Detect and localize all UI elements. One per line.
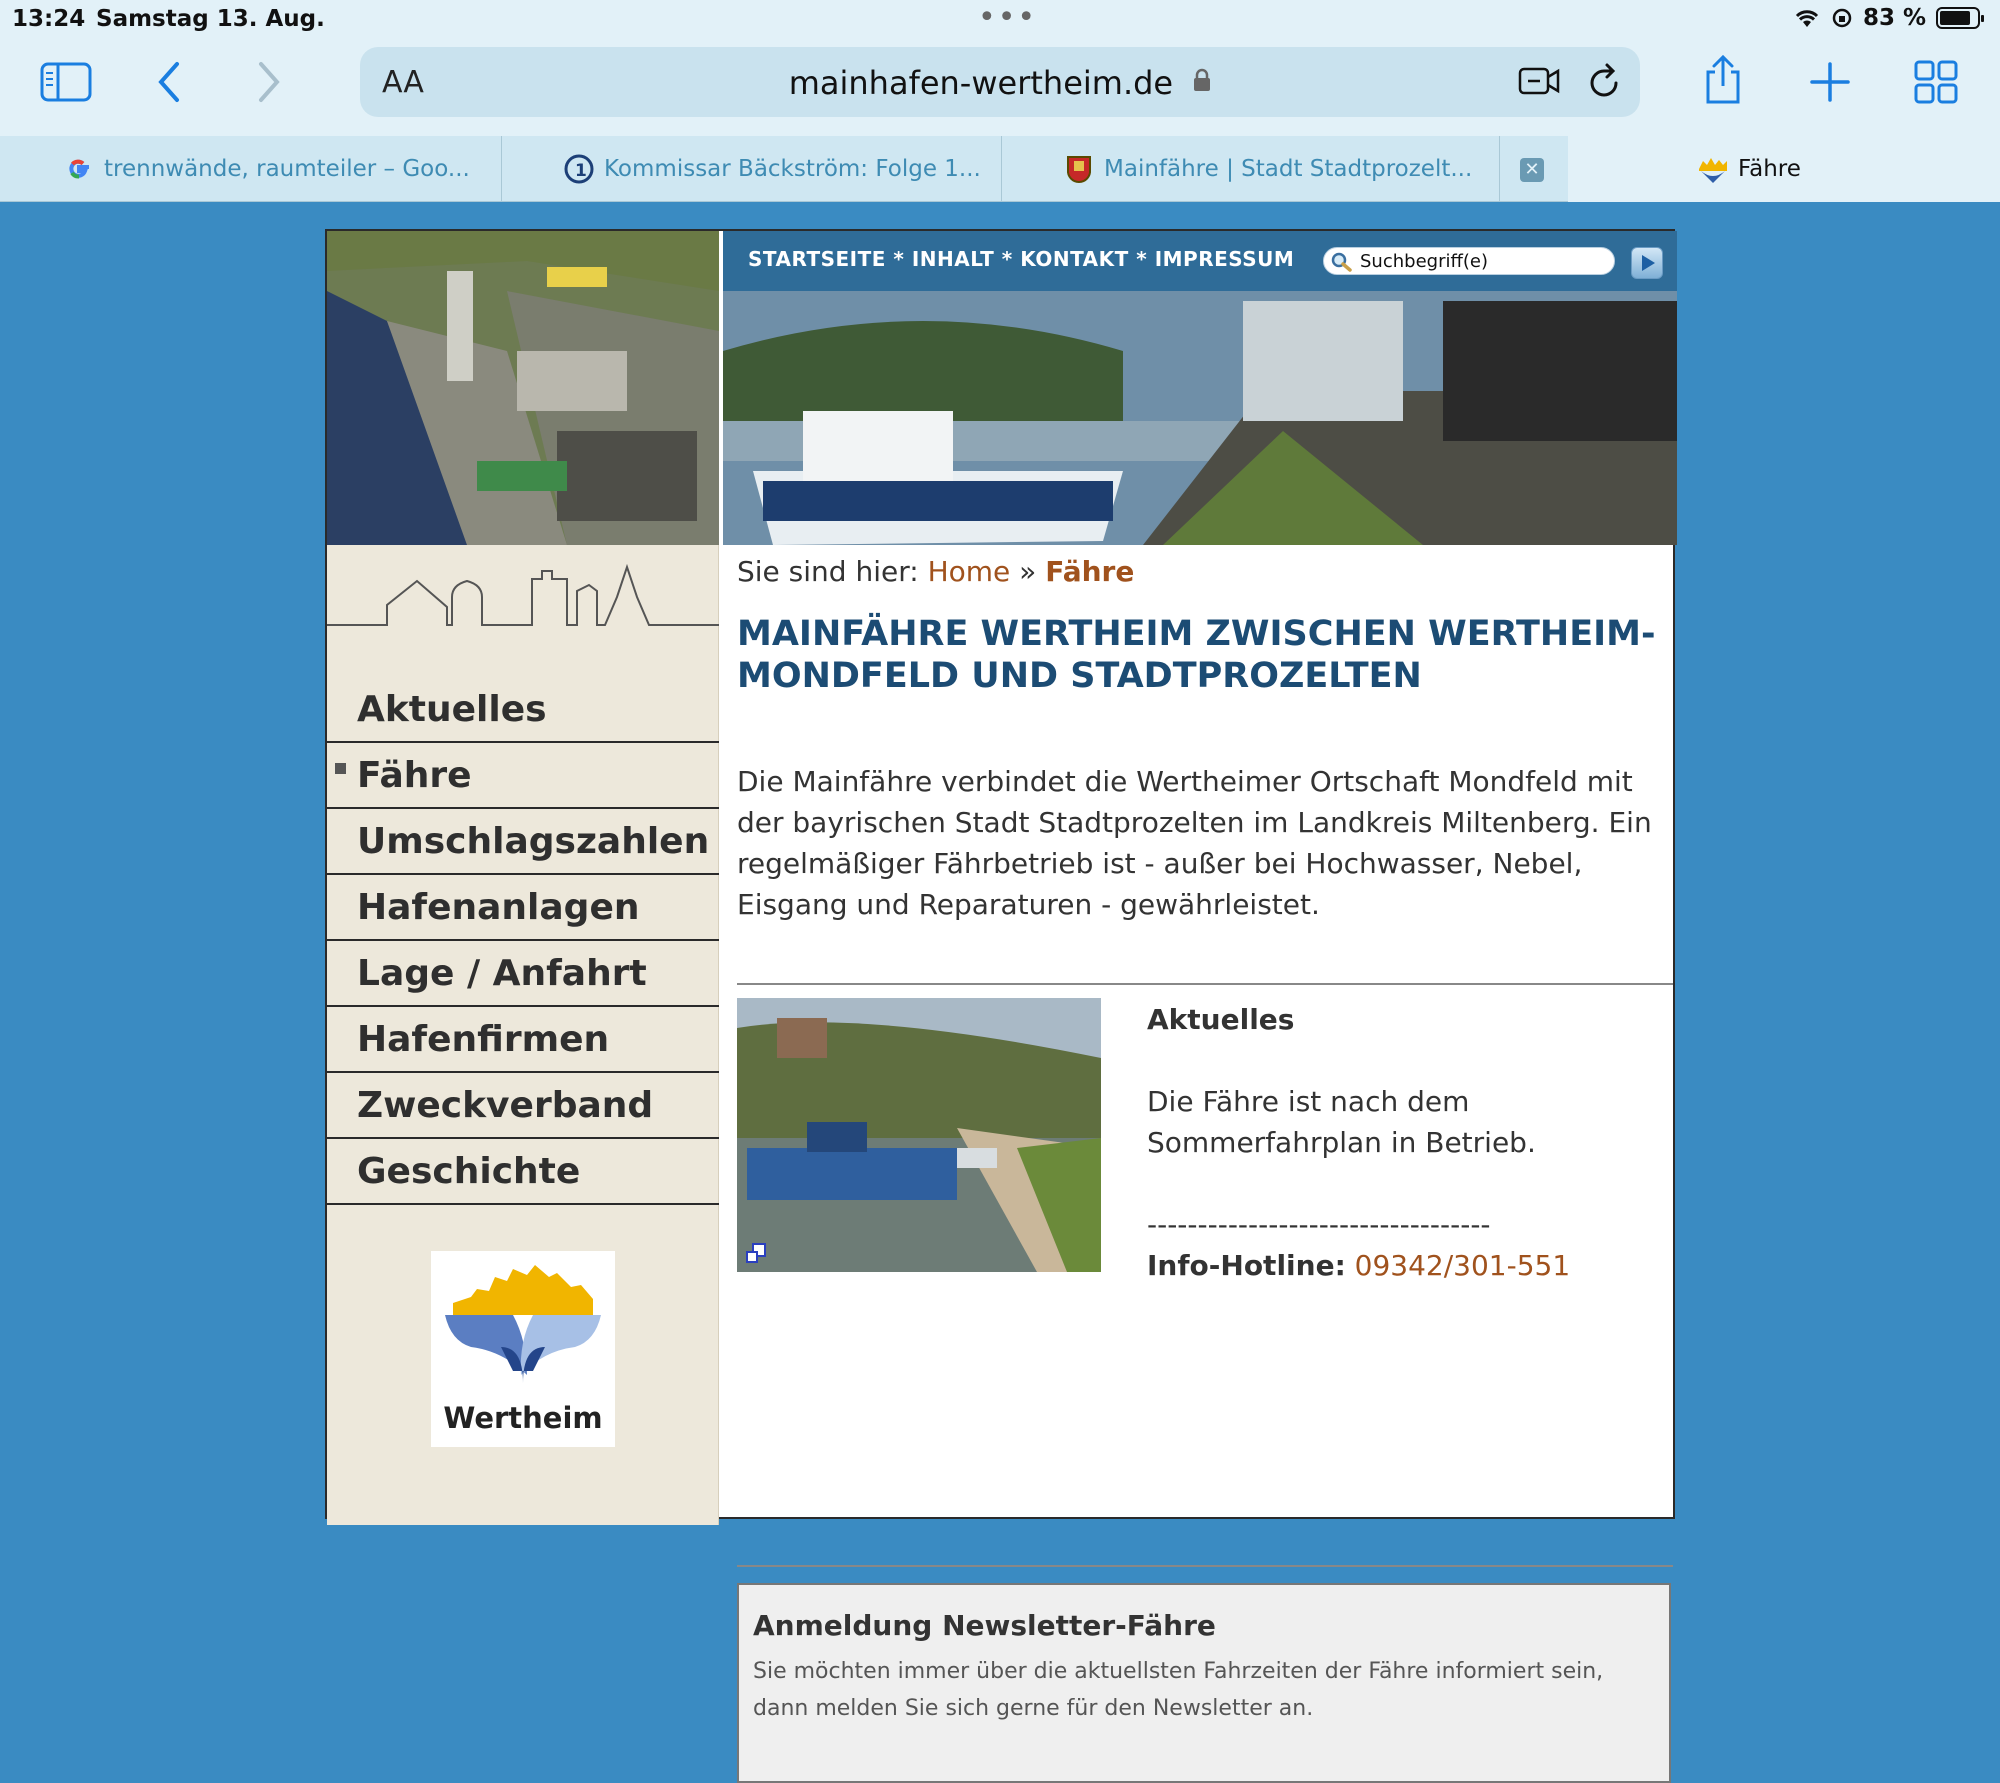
breadcrumb — [737, 555, 1134, 588]
aerial-harbour-photo — [327, 231, 719, 545]
news-box — [1147, 999, 1667, 1286]
tab-label: trennwände, raumteiler – Goo... — [104, 156, 470, 182]
header-photo — [723, 231, 1677, 545]
url-text: mainhafen-wertheim.de — [788, 64, 1174, 102]
search-input[interactable] — [1360, 250, 1605, 272]
content-divider — [737, 1565, 1673, 1567]
search-box — [1323, 247, 1615, 275]
tab-ard[interactable] — [502, 136, 1002, 202]
wifi-icon — [1793, 7, 1821, 29]
nav-link-impressum[interactable]: IMPRESSUM — [1154, 247, 1295, 271]
topnav-links — [748, 247, 1294, 271]
ard-icon — [564, 154, 594, 184]
tab-label: Fähre — [1738, 156, 1801, 182]
search-icon — [1330, 251, 1354, 273]
browser-toolbar — [0, 40, 2000, 136]
back-icon[interactable] — [155, 58, 185, 106]
newsletter-title: Anmeldung Newsletter-Fähre — [753, 1609, 1216, 1642]
sidebar-item-geschichte[interactable]: Geschichte — [327, 1139, 719, 1205]
address-bar[interactable] — [360, 47, 1640, 117]
nav-link-startseite[interactable]: STARTSEITE — [748, 247, 886, 271]
content-divider — [737, 983, 1673, 985]
share-icon[interactable] — [1702, 54, 1744, 106]
sidebar — [327, 545, 719, 1525]
nav-separator: * — [1136, 247, 1148, 271]
nav-link-inhalt[interactable]: INHALT — [911, 247, 995, 271]
sidebar-item-zweckverband[interactable]: Zweckverband — [327, 1073, 719, 1139]
breadcrumb-prefix: Sie sind hier: — [737, 555, 919, 588]
top-navigation — [723, 231, 1677, 291]
hotline-line — [1147, 1245, 1667, 1286]
enlarge-icon[interactable] — [745, 1242, 767, 1264]
battery-percent: 83 % — [1862, 5, 1926, 31]
status-time: 13:24 — [12, 6, 86, 32]
orientation-lock-icon — [1831, 7, 1853, 29]
nav-separator: * — [893, 247, 905, 271]
tab-bar — [0, 136, 2000, 202]
sidebar-icon[interactable] — [40, 60, 92, 104]
forward-icon[interactable] — [253, 58, 283, 106]
wertheim-icon — [1698, 154, 1728, 184]
newsletter-text: Sie möchten immer über die aktuellsten Fahrzeiten der Fähre informiert sein, dann melden Sie sich gerne für den Newsletter an. — [753, 1659, 1604, 1721]
play-arrow-icon — [1632, 248, 1662, 278]
ferry-photo[interactable] — [737, 998, 1101, 1272]
sidebar-item-faehre[interactable]: Fähre — [327, 743, 719, 809]
sidebar-item-aktuelles[interactable]: Aktuelles — [327, 677, 719, 743]
sidebar-item-hafenanlagen[interactable]: Hafenanlagen — [327, 875, 719, 941]
multitasking-dots-icon[interactable]: ••• — [978, 0, 1038, 35]
svg-text:1: 1 — [575, 161, 587, 181]
news-dashes: ---------------------------------- — [1147, 1208, 1491, 1241]
sidebar-item-umschlagszahlen[interactable]: Umschlagszahlen — [327, 809, 719, 875]
video-icon[interactable] — [1518, 63, 1560, 99]
page-title: MAINFÄHRE WERTHEIM ZWISCHEN WERTHEIM-MONDFELD UND STADTPROZELTEN — [737, 614, 1656, 696]
close-tab-icon[interactable]: ✕ — [1520, 158, 1544, 182]
tab-label: Kommissar Bäckström: Folge 1... — [604, 156, 981, 182]
logo-text: Wertheim — [443, 1401, 603, 1435]
crest-icon — [1064, 154, 1094, 184]
intro-text: Die Mainfähre verbindet die Wertheimer Ortschaft Mondfeld mit der bayrischen Stadt Stadtprozelten im Landkreis Miltenberg. Ein regelmäßiger Fährbetrieb ist - außer bei Hochwasser, Nebel, Eisgang und Reparaturen - gewährleistet. — [737, 765, 1652, 921]
wertheim-logo-icon — [431, 1251, 615, 1401]
search-submit-button[interactable] — [1631, 247, 1663, 279]
sidebar-item-hafenfirmen[interactable]: Hafenfirmen — [327, 1007, 719, 1073]
tab-stadtprozelten[interactable] — [1002, 136, 1500, 202]
tab-faehre[interactable] — [1568, 136, 2000, 202]
status-bar — [0, 0, 2000, 40]
sidebar-nav — [327, 677, 719, 1205]
lock-icon — [1193, 68, 1211, 92]
status-date: Samstag 13. Aug. — [96, 6, 325, 32]
website — [325, 229, 1675, 1721]
sidebar-item-lage-anfahrt[interactable]: Lage / Anfahrt — [327, 941, 719, 1007]
text-size-button[interactable]: AA — [382, 65, 424, 100]
hotline-number-link[interactable]: 09342/301-551 — [1354, 1249, 1571, 1282]
newsletter-box — [737, 1583, 1671, 1783]
url-field[interactable] — [360, 64, 1640, 102]
nav-separator: * — [1001, 247, 1013, 271]
news-heading: Aktuelles — [1147, 1003, 1295, 1036]
reload-icon[interactable] — [1585, 61, 1623, 101]
tab-google[interactable] — [0, 136, 502, 202]
breadcrumb-home-link[interactable]: Home — [927, 555, 1011, 588]
battery-fill — [1940, 11, 1970, 25]
new-tab-icon[interactable] — [1810, 62, 1850, 102]
breadcrumb-separator: » — [1019, 555, 1037, 588]
news-text: Die Fähre ist nach dem Sommerfahrplan in Betrieb. — [1147, 1085, 1536, 1159]
skyline-illustration — [327, 557, 719, 637]
google-icon — [64, 154, 94, 184]
hotline-label: Info-Hotline: — [1147, 1249, 1346, 1282]
nav-link-kontakt[interactable]: KONTAKT — [1020, 247, 1129, 271]
breadcrumb-current: Fähre — [1045, 555, 1135, 588]
battery-icon — [1936, 7, 1980, 29]
wertheim-logo[interactable] — [431, 1251, 615, 1447]
tab-label: Mainfähre | Stadt Stadtprozelt... — [1104, 156, 1473, 182]
tab-overview-icon[interactable] — [1914, 60, 1958, 104]
